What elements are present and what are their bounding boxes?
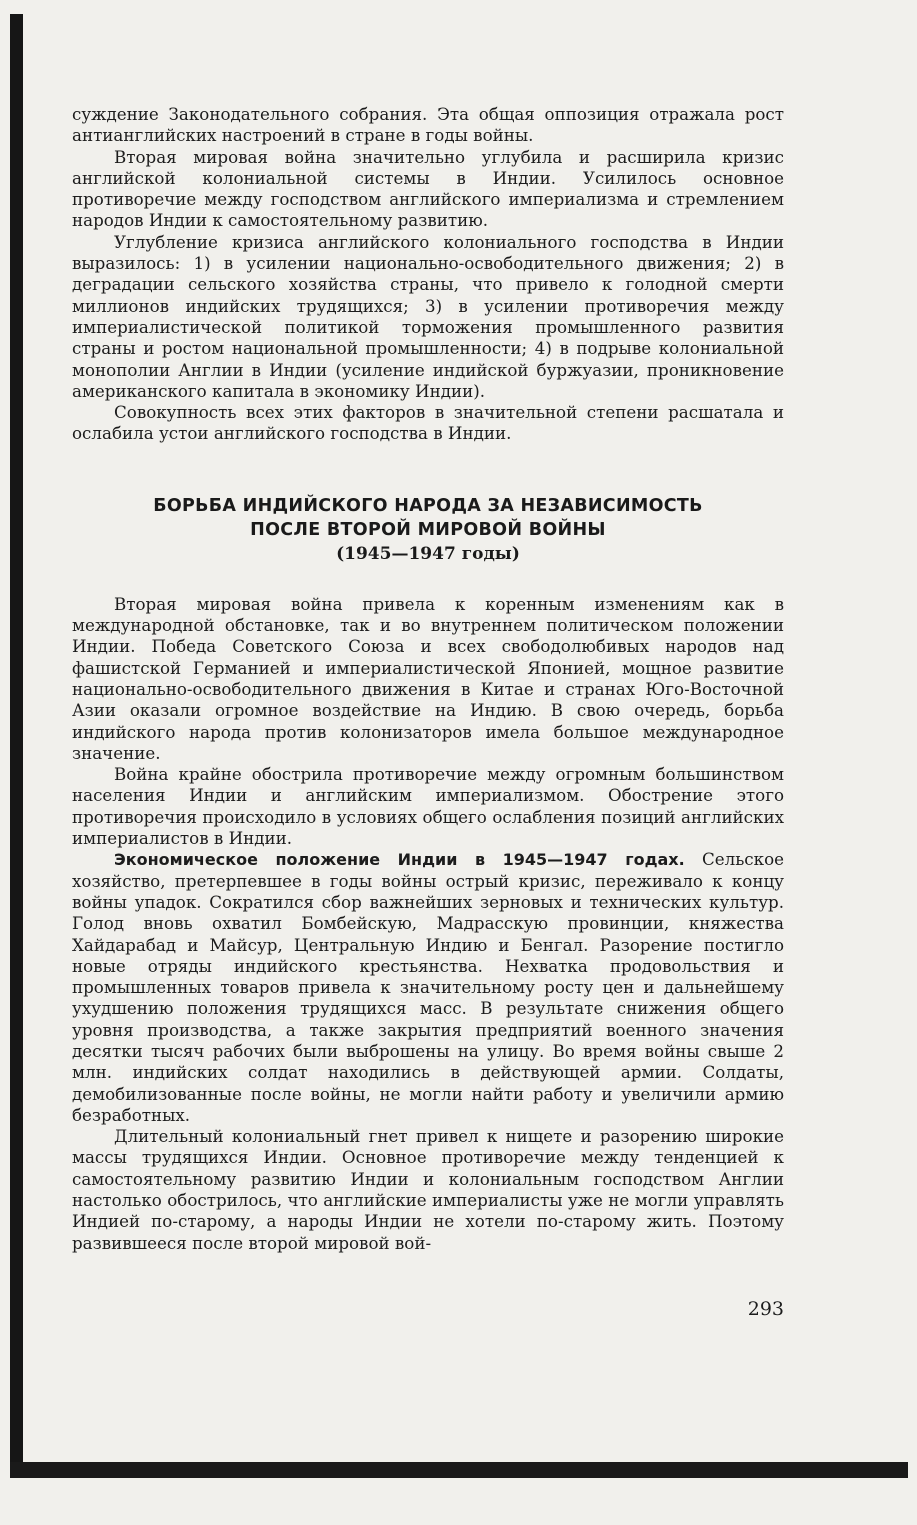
paragraph-factors-summary: Совокупность всех этих факторов в значительной степени расшатала и ослабила устои английского господства в Индии. — [72, 402, 784, 444]
page-binding-edge — [10, 14, 23, 1476]
section-heading — [72, 494, 784, 566]
paragraph-economic-situation — [72, 849, 784, 1126]
page-bottom-edge — [10, 1462, 908, 1478]
section-heading-line-2: ПОСЛЕ ВТОРОЙ МИРОВОЙ ВОЙНЫ — [250, 519, 606, 540]
section-heading-line-1: БОРЬБА ИНДИЙСКОГО НАРОДА ЗА НЕЗАВИСИМОСТЬ — [153, 495, 703, 516]
paragraph-contradiction: Война крайне обострила противоречие между огромным большинством населения Индии и английским империализмом. Обострение этого противоречия происходило в условиях общего ослабления позиций английских империалистов в Индии. — [72, 764, 784, 849]
economic-subheading: Экономическое положение Индии в 1945—1947 годах. — [114, 850, 685, 870]
paragraph-war-changes: Вторая мировая война привела к коренным изменениям как в международной обстановке, так и во внутреннем политическом положении Индии. Победа Советского Союза и всех свободолюбивых народов над фашистской Германией и империалистической Японией, мощное развитие национально-освободительного движения в Китае и странах Юго-Восточной Азии оказали огромное воздействие на Индию. В свою очередь, борьба индийского народа против колонизаторов имела большое международное значение. — [72, 593, 784, 763]
section-heading-years: (1945—1947 годы) — [336, 543, 520, 564]
paragraph-crisis-deepened: Вторая мировая война значительно углубила и расширила кризис английской колониальной системы в Индии. Усилилось основное противоречие между господством английского империализма и стремлением народов Индии к самостоятельному развитию. — [72, 146, 784, 231]
paragraph-continuation: суждение Законодательного собрания. Эта общая оппозиция отражала рост антианглийских настроений в стране в годы войны. — [72, 104, 784, 146]
paragraph-colonial-oppression: Длительный колониальный гнет привел к нищете и разорению широкие массы трудящихся Индии. Основное противоречие между тенденцией к самостоятельному развитию Индии и колониальным господством Англии настолько обострилось, что английские империалисты уже не могли управлять Индией по-старому, а народы Индии не хотели по-старому жить. Поэтому развившееся после второй мировой вой- — [72, 1126, 784, 1253]
page-number: 293 — [747, 1298, 784, 1320]
economic-text: Сельское хозяйство, претерпевшее в годы войны острый кризис, переживало к концу войны упадок. Сократился сбор важнейших зерновых и технических культур. Голод вновь охватил Бомбейскую, Мадрасскую провинции, княжества Хайдарабад и Майсур, Центральную Индию и Бенгал. Разорение постигло новые отряды индийского крестьянства. Нехватка продовольствия и промышленных товаров привела к значительному росту цен и дальнейшему ухудшению положения трудящихся масс. В результате снижения общего уровня производства, а также закрытия предприятий военного значения десятки тысяч рабочих были выброшены на улицу. Во время войны свыше 2 млн. индийских солдат находились в действующей армии. Солдаты, демобилизованные после войны, не могли найти работу и увеличили армию безработных. — [72, 849, 784, 1125]
page-text-column — [72, 104, 784, 1254]
paragraph-crisis-manifestations: Углубление кризиса английского колониального господства в Индии выразилось: 1) в усилении национально-освободительного движения; 2) в деградации сельского хозяйства страны, что привело к голодной смерти миллионов индийских трудящихся; 3) в усилении противоречия между империалистической политикой торможения промышленного развития страны и ростом национальной промышленности; 4) в подрыве колониальной монополии Англии в Индии (усиление индийской буржуазии, проникновение американского капитала в экономику Индии). — [72, 231, 784, 401]
